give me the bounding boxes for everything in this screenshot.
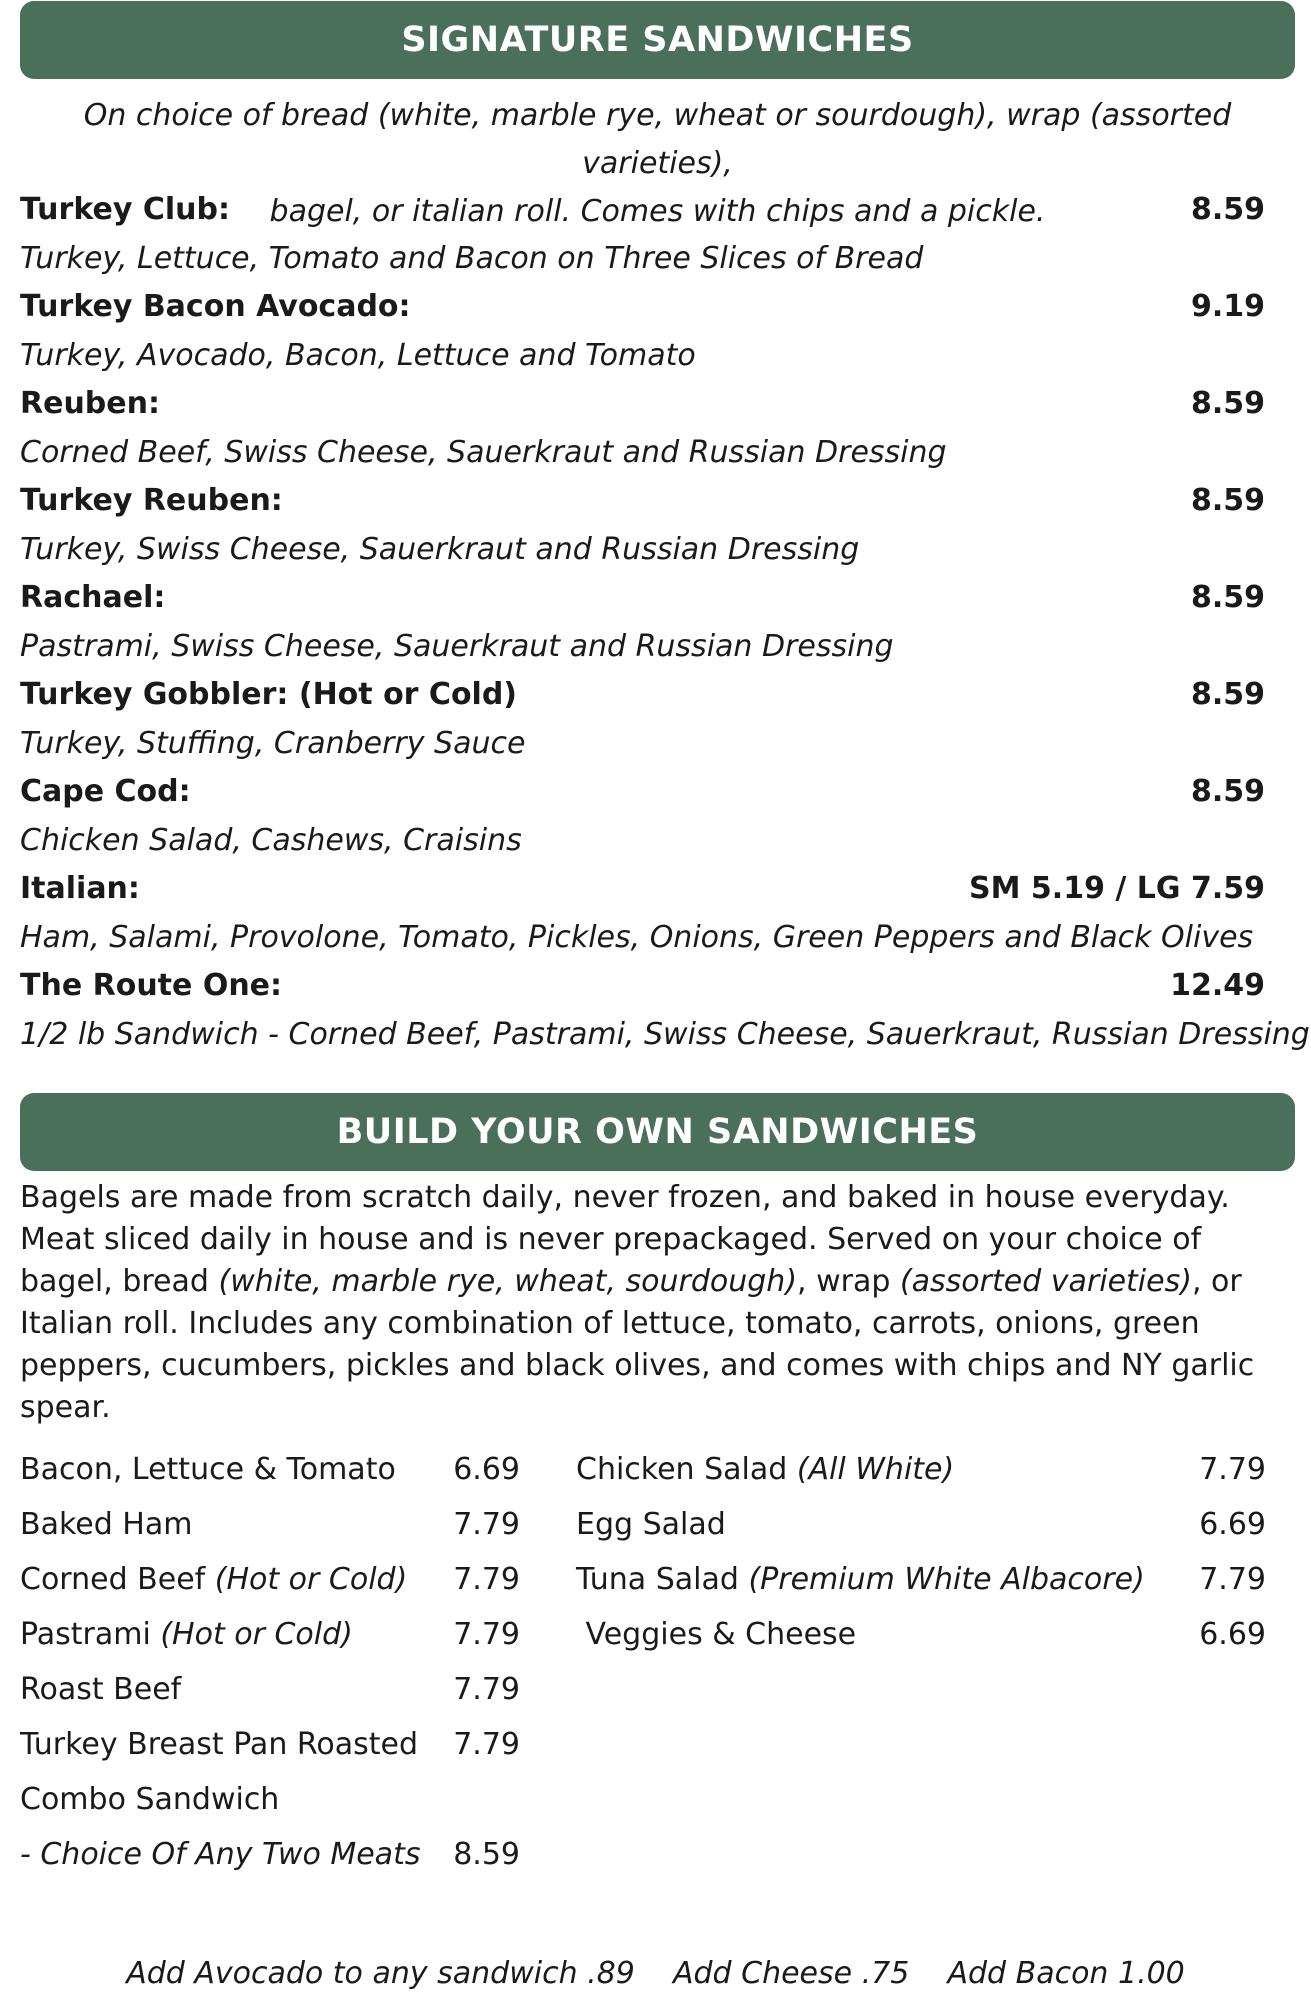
menu-item bbox=[20, 962, 1310, 1059]
item-price: 7.79 bbox=[453, 1672, 520, 1707]
signature-sandwiches-header: SIGNATURE SANDWICHES bbox=[20, 1, 1295, 79]
item-name: Bacon, Lettuce & Tomato bbox=[20, 1452, 396, 1487]
item-name: Italian: bbox=[20, 871, 140, 906]
item-price: 8.59 bbox=[1190, 774, 1265, 809]
item-description: Ham, Salami, Provolone, Tomato, Pickles, Onions, Green Peppers and Black Olives bbox=[20, 920, 1254, 955]
list-item bbox=[20, 1662, 520, 1717]
list-item bbox=[20, 1607, 520, 1662]
build-menu-right-column bbox=[576, 1442, 1266, 1662]
list-item bbox=[20, 1442, 520, 1497]
item-price: 7.79 bbox=[453, 1507, 520, 1542]
item-name: Turkey Club: bbox=[20, 192, 230, 227]
item-name: Combo Sandwich bbox=[20, 1782, 280, 1817]
item-price: 8.59 bbox=[1190, 483, 1265, 518]
item-name: Reuben: bbox=[20, 386, 160, 421]
list-item bbox=[20, 1717, 520, 1772]
item-name: Turkey Breast Pan Roasted bbox=[20, 1727, 418, 1762]
item-description: Turkey, Avocado, Bacon, Lettuce and Tomato bbox=[20, 338, 696, 373]
item-price: 8.59 bbox=[453, 1837, 520, 1872]
list-item bbox=[576, 1497, 1266, 1552]
signature-intro-line-2: bagel, or italian roll. Comes with chips and a pickle. bbox=[269, 194, 1046, 229]
item-price: 9.19 bbox=[1190, 289, 1265, 324]
item-description: 1/2 lb Sandwich - Corned Beef, Pastrami, Swiss Cheese, Sauerkraut, Russian Dressing bbox=[20, 1017, 1310, 1052]
item-description: Turkey, Lettuce, Tomato and Bacon on Three Slices of Bread bbox=[20, 241, 924, 276]
list-item bbox=[20, 1497, 520, 1552]
list-item bbox=[576, 1607, 1266, 1662]
item-name: Corned Beef bbox=[20, 1562, 215, 1597]
build-your-own-description bbox=[20, 1177, 1290, 1429]
item-description: Corned Beef, Swiss Cheese, Sauerkraut and Russian Dressing bbox=[20, 435, 947, 470]
item-name: Pastrami bbox=[20, 1617, 161, 1652]
desc-text: , or Italian roll. Includes any combination of lettuce, tomato, carrots, onions, green peppers, cucumbers, pickles and black olives, and comes with chips and NY garlic spear. bbox=[20, 1264, 1255, 1425]
item-price: 8.59 bbox=[1190, 677, 1265, 712]
item-note: (Hot or Cold) bbox=[160, 1617, 353, 1652]
item-name: Rachael: bbox=[20, 580, 166, 615]
menu-item bbox=[20, 865, 1265, 962]
list-item bbox=[576, 1552, 1266, 1607]
item-name: Egg Salad bbox=[576, 1507, 726, 1542]
item-price: 6.69 bbox=[453, 1452, 520, 1487]
menu-item bbox=[20, 283, 1265, 380]
item-price: 8.59 bbox=[1190, 192, 1265, 227]
desc-wrap-options: (assorted varieties) bbox=[899, 1264, 1192, 1299]
item-price: 8.59 bbox=[1190, 386, 1265, 421]
menu-item bbox=[20, 186, 1265, 283]
addons-footer: Add Avocado to any sandwich .89 Add Cheese .75 Add Bacon 1.00 bbox=[126, 1956, 1185, 1991]
item-price: 7.79 bbox=[453, 1617, 520, 1652]
item-name: Veggies & Cheese bbox=[576, 1617, 857, 1652]
item-note: (Hot or Cold) bbox=[214, 1562, 408, 1597]
item-name: Turkey Bacon Avocado: bbox=[20, 289, 411, 324]
item-name: Turkey Reuben: bbox=[20, 483, 283, 518]
item-price: 6.69 bbox=[1199, 1507, 1266, 1542]
menu-item bbox=[20, 477, 1265, 574]
item-price: SM 5.19 / LG 7.59 bbox=[969, 871, 1265, 906]
desc-bread-options: (white, marble rye, wheat, sourdough) bbox=[218, 1264, 798, 1299]
menu-item bbox=[20, 671, 1265, 768]
item-name: Roast Beef bbox=[20, 1672, 182, 1707]
item-note: (Premium White Albacore) bbox=[748, 1562, 1145, 1597]
desc-text: Bagels are made from scratch daily, never frozen, and baked in house everyday. Meat sliced daily in house and is never prepackaged. Served on your choice of bagel, bread bbox=[20, 1180, 1230, 1299]
item-name: The Route One: bbox=[20, 968, 283, 1003]
list-item bbox=[20, 1552, 520, 1607]
item-price: 6.69 bbox=[1199, 1617, 1266, 1652]
item-description: Chicken Salad, Cashews, Craisins bbox=[20, 823, 522, 858]
item-name: Cape Cod: bbox=[20, 774, 191, 809]
item-name: Tuna Salad bbox=[576, 1562, 749, 1597]
list-item bbox=[20, 1827, 520, 1882]
desc-text: , wrap bbox=[797, 1264, 900, 1299]
item-description: Pastrami, Swiss Cheese, Sauerkraut and Russian Dressing bbox=[20, 629, 894, 664]
item-price: 8.59 bbox=[1190, 580, 1265, 615]
item-price: 7.79 bbox=[453, 1727, 520, 1762]
item-name: Chicken Salad bbox=[576, 1452, 797, 1487]
item-price: 12.49 bbox=[1170, 968, 1265, 1003]
menu-item bbox=[20, 768, 1265, 865]
item-description: Turkey, Stuffing, Cranberry Sauce bbox=[20, 726, 526, 761]
item-note: - Choice Of Any Two Meats bbox=[20, 1837, 421, 1872]
item-name: Turkey Gobbler: (Hot or Cold) bbox=[20, 677, 518, 712]
signature-sandwich-list bbox=[20, 186, 1310, 1059]
menu-item bbox=[20, 380, 1265, 477]
list-item bbox=[576, 1442, 1266, 1497]
item-name: Baked Ham bbox=[20, 1507, 193, 1542]
list-item bbox=[20, 1772, 520, 1827]
item-description: Turkey, Swiss Cheese, Sauerkraut and Russian Dressing bbox=[20, 532, 860, 567]
menu-item bbox=[20, 574, 1265, 671]
item-note: (All White) bbox=[796, 1452, 955, 1487]
build-menu-left-column bbox=[20, 1442, 520, 1882]
build-your-own-header: BUILD YOUR OWN SANDWICHES bbox=[20, 1093, 1295, 1171]
item-price: 7.79 bbox=[453, 1562, 520, 1597]
item-price: 7.79 bbox=[1199, 1562, 1266, 1597]
signature-intro-line-1: On choice of bread (white, marble rye, wheat or sourdough), wrap (assorted varieties), bbox=[83, 98, 1232, 181]
item-price: 7.79 bbox=[1199, 1452, 1266, 1487]
